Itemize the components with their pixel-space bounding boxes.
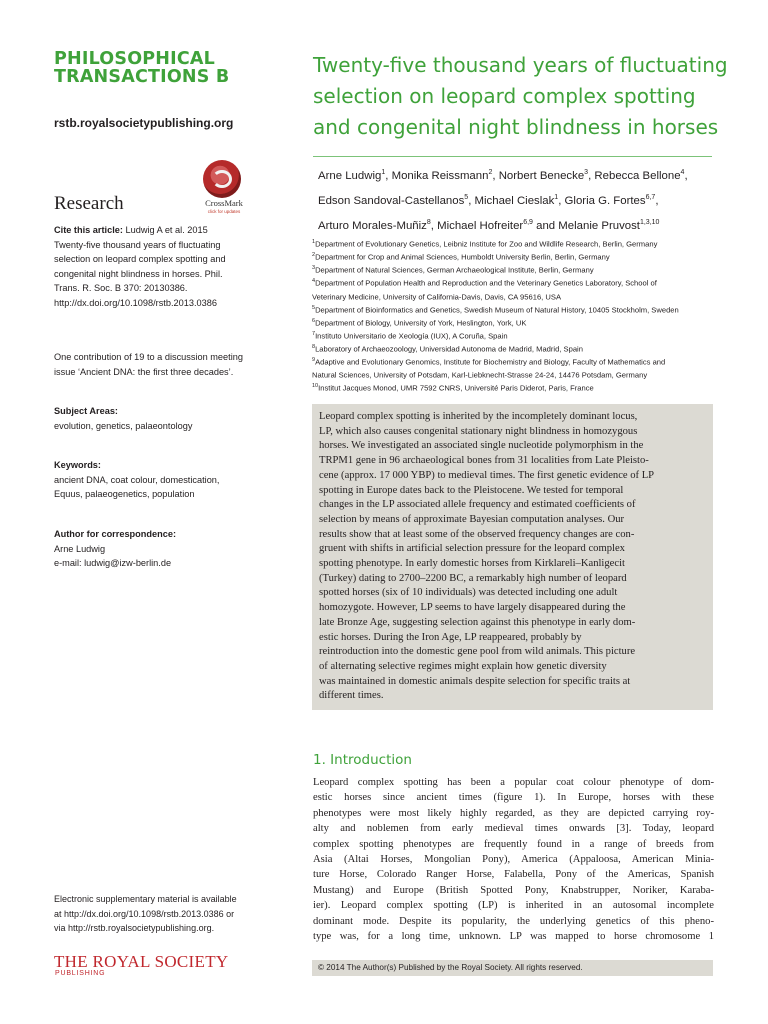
journal-name (54, 50, 294, 86)
abstract-line: homozygote. However, LP seems to have largely disappeared during the (319, 602, 626, 614)
author: Melanie Pruvost (558, 219, 640, 232)
contribution-line-0: One contribution of 19 to a discussion meeting (54, 352, 243, 362)
abstract-line: was maintained in domestic animals despite selection for specific traits at (319, 675, 631, 687)
author: Arturo Morales-Muñiz (318, 219, 427, 232)
abstract-line: spotting phenotype. In early domestic horses from Kirklareli–Kanligecit (319, 558, 625, 570)
abstract-line: Leopard complex spotting is inherited by the incompletely dominant locus, (319, 411, 638, 422)
abstract-line: (Turkey) dating to 2700–2200 BC, a remarkably high number of leopard (319, 572, 627, 584)
intro-line: Mustang) and Europe (British Spotted Pony, Knabstrupper, Noriker, Karaba- (313, 884, 714, 896)
abstract-box (312, 404, 713, 710)
journal-name-line1: PHILOSOPHICAL (54, 49, 215, 69)
author: Monika Reissmann (391, 169, 489, 182)
abstract-line: gruent with shifts in artificial selection pressure for the leopard complex (319, 543, 625, 555)
citation-line-3: congenital night blindness in horses. Phil. (54, 268, 223, 279)
title-divider (313, 156, 712, 157)
abstract-line: changes in the LP associated allele frequency and estimated coefficients of (319, 499, 636, 511)
copyright-bar: © 2014 The Author(s) Published by the Royal Society. All rights reserved. (312, 960, 713, 976)
citation-line-2: selection on leopard complex spotting and (54, 254, 226, 264)
author: Arne Ludwig (318, 169, 382, 182)
abstract-line: reintroduction into the domestic gene pool from wild animals. This picture (319, 646, 636, 658)
correspondence-label: Author for correspondence: (54, 529, 176, 539)
correspondence-email[interactable]: e-mail: ludwig@izw-berlin.de (54, 558, 172, 568)
abstract-line: spotting in Europe dates back to the Pleistocene. We tested for temporal (319, 484, 624, 496)
abstract-line: spotted horses (six of 10 individuals) was detected including one adult (319, 587, 618, 599)
crossmark-badge[interactable] (196, 160, 252, 218)
correspondence (54, 527, 266, 571)
affiliation: $^7$Instituto Universitario de Xeología (IUX), A Coruña, Spain (312, 330, 508, 341)
intro-line: phenotypes were most likely highly regarded, as they are depicted carrying roy- (313, 807, 714, 819)
publisher-logo-sub: PUBLISHING (55, 970, 106, 977)
intro-line: Leopard complex spotting has been a popular coat colour phenotype of dom- (313, 777, 714, 788)
crossmark-label: CrossMark (205, 198, 243, 208)
affiliations (312, 237, 722, 395)
crossmark-icon (203, 160, 241, 198)
esm-link[interactable]: at http://dx.doi.org/10.1098/rstb.2013.0386 or (54, 908, 235, 919)
keywords-line-0: ancient DNA, coat colour, domestication, (54, 474, 220, 485)
crossmark-sub: click for updates (207, 209, 241, 214)
title-line-1: selection on leopard complex spotting (313, 84, 696, 108)
abstract-line: late Bronze Age, suggesting selection against this phenotype in early dom- (319, 616, 636, 628)
title-line-0: Twenty-five thousand years of fluctuating (313, 53, 728, 77)
intro-line: ture Horse, Colorado Ranger Horse, Falabella, Pony of the Americas, Spanish (313, 869, 714, 881)
subject-areas (54, 404, 266, 433)
abstract-line: horses. We investigated an associated single nucleotide polymorphism in the (319, 440, 644, 452)
citation-doi-link[interactable]: http://dx.doi.org/10.1098/rstb.2013.0386 (54, 297, 217, 308)
esm-link[interactable]: via http://rstb.royalsocietypublishing.org. (54, 923, 215, 933)
citation-label: Cite this article: (54, 225, 123, 235)
keywords-label: Keywords: (54, 460, 101, 470)
intro-line: dominant mode. Despite its popularity, the underlying genetics of this pheno- (313, 915, 714, 927)
abstract-line: cene (approx. 17 000 YBP) to medieval times. The first genetic evidence of LP (319, 469, 655, 481)
author: Rebecca Bellone (594, 169, 681, 182)
author: Norbert Benecke (498, 169, 585, 182)
affiliation: Veterinary Medicine, University of California-Davis, Davis, CA 95616, USA (312, 292, 562, 302)
citation-line-0: Ludwig A et al. 2015 (122, 225, 208, 235)
esm-line: Electronic supplementary material is available (54, 894, 237, 904)
author-line: Arne Ludwig$^1$, Monika Reissmann$^2$, Norbert Benecke$^3$, Rebecca Bellone$^4$, (318, 169, 688, 182)
publisher-logo: THE ROYAL SOCIETY (54, 952, 229, 971)
abstract-line: of alternating selective regimes might explain how genetic diversity (319, 660, 607, 672)
journal-name-line2: TRANSACTIONS B (54, 67, 230, 87)
abstract-line: TRPM1 gene in 96 archaeological bones from 31 localities from Late Pleisto- (319, 455, 649, 467)
affiliation: $^8$Laboratory of Archaeozoology, Universidad Autonoma de Madrid, Madrid, Spain (312, 344, 583, 354)
introduction-text (313, 775, 714, 944)
article-title (313, 50, 733, 143)
author: Michael Cieslak (474, 194, 555, 207)
intro-line: complex spotting phenotypes are frequently found in a range of breeds from (313, 838, 714, 850)
subject-areas-label: Subject Areas: (54, 406, 118, 416)
affiliation: Natural Sciences, University of Potsdam, Karl-Liebknecht-Strasse 24-24, 14476 Potsdam, Germany (312, 370, 648, 380)
keywords-line-1: Equus, palaeogenetics, population (54, 489, 195, 499)
intro-line: alty and noblemen from early medieval times onwards [3]. Today, leopard (313, 823, 714, 835)
intro-line: type was, for a long time, unknown. LP was mapped to horse chromosome 1 (313, 931, 714, 943)
introduction-heading: 1. Introduction (313, 752, 412, 768)
affiliation: $^9$Adaptive and Evolutionary Genomics, Institute for Biochemistry and Biology, Faculty of Mathematics and (312, 357, 666, 367)
author: Gloria G. Fortes (564, 194, 646, 207)
affiliation: $^4$Department of Population Health and Reproduction and the Veterinary Genetics Laboratory, School of (312, 278, 657, 288)
affiliation: $^6$Department of Biology, University of York, Heslington, York, UK (312, 317, 527, 328)
journal-website-link[interactable]: rstb.royalsocietypublishing.org (54, 116, 234, 130)
author: Edson Sandoval-Castellanos (318, 194, 465, 207)
correspondence-name: Arne Ludwig (54, 543, 106, 554)
intro-line: estic horses since ancient times (figure 1). In Europe, horses with these (313, 792, 714, 804)
contribution-note (54, 350, 266, 379)
abstract-line: different times. (319, 690, 384, 702)
subject-areas-value: evolution, genetics, palaeontology (54, 420, 193, 431)
title-line-2: and congenital night blindness in horses (313, 115, 719, 139)
abstract-line: selection by means of approximate Bayesian computation analyses. Our (319, 513, 625, 525)
affiliation: $^1$Department of Evolutionary Genetics, Leibniz Institute for Zoo and Wildlife Research, Berlin, Germany (312, 239, 658, 249)
contribution-line-1: issue ‘Ancient DNA: the first three decades’. (54, 366, 234, 377)
abstract-line: LP, which also causes congenital stationary night blindness in homozygous (319, 425, 638, 437)
intro-line: Asia (Altai Horses, Mongolian Pony), America (Appaloosa, American Minia- (313, 854, 714, 866)
supplementary-note (54, 892, 284, 936)
affiliation: $^2$Department for Crop and Animal Sciences, Humboldt University Berlin, Berlin, Germany (312, 252, 610, 262)
intro-line: ier). Leopard complex spotting (LP) is inherited in an autosomal incomplete (313, 900, 714, 912)
abstract-line: estic horses. During the Iron Age, LP reappeared, probably by (319, 631, 582, 643)
author: Michael Hofreiter (437, 219, 524, 232)
citation-block (54, 223, 266, 310)
keywords (54, 458, 266, 502)
affiliation: $^{10}$Institut Jacques Monod, UMR 7592 CNRS, Université Paris Diderot, Paris, France (312, 383, 594, 393)
article-type-label: Research (54, 193, 124, 214)
author-line: Edson Sandoval-Castellanos$^5$, Michael Cieslak$^1$, Gloria G. Fortes$^{6,7}$, (318, 193, 659, 207)
author-list (318, 162, 718, 236)
affiliation: $^3$Department of Natural Sciences, German Archaeological Institute, Berlin, Germany (312, 265, 594, 275)
author-line: Arturo Morales-Muñiz$^8$, Michael Hofreiter$^{6,9}$ and Melanie Pruvost$^{1,3,10}$ (318, 218, 660, 232)
citation-line-4: Trans. R. Soc. B 370: 20130386. (54, 283, 188, 293)
abstract-line: results show that at least some of the observed frequency changes are con- (319, 528, 635, 540)
citation-line-1: Twenty-five thousand years of fluctuating (54, 239, 221, 250)
affiliation: $^5$Department of Bioinformatics and Genetics, Swedish Museum of Natural History, 10405 Stockholm, Sweden (312, 304, 679, 315)
